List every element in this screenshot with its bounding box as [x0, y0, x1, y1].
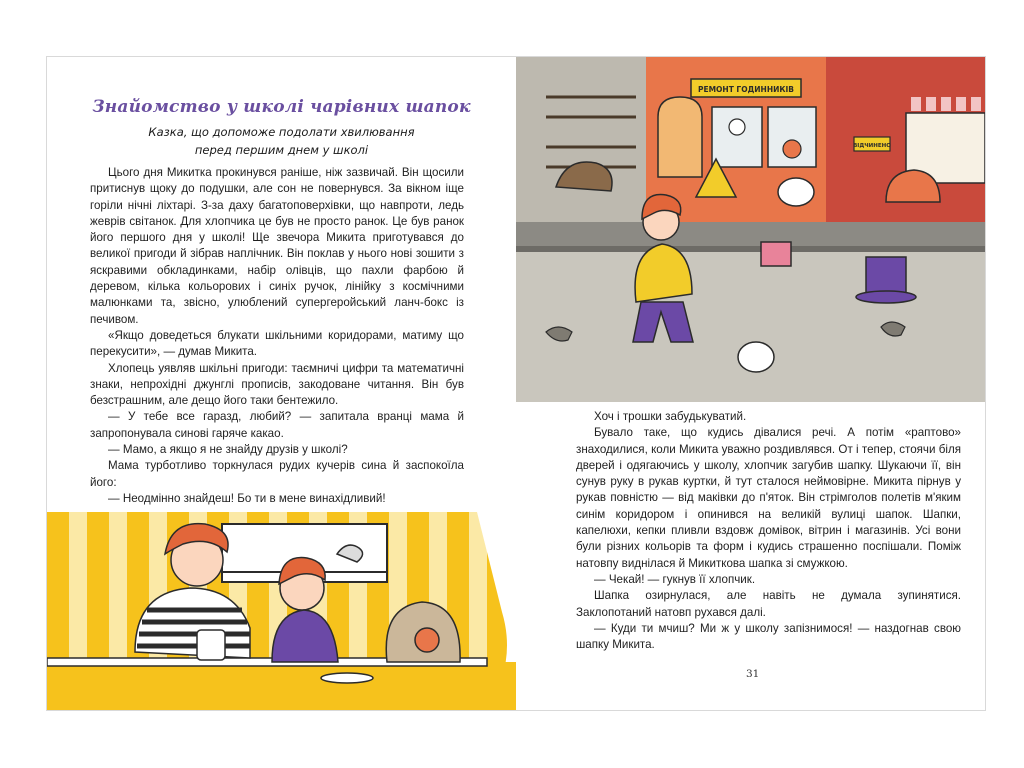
paragraph: Бувало таке, що кудись дівалися речі. А потім «раптово» знаходилися, коли Микита уважно роздивлявся. От і тепер, стоячи біля дверей і одягаючись у школу, хлопчик загубив шапку. Шукаючи її, він сунув руку в рукав куртки, й тут сталося неймовірне. Микита пірнув у рукав повністю — від маківки до п'яток. Він стрімголов полетів м'яким синім коридором і опинився на великій вулиці шапок. Шапки, капелюхи, кепки пливли вздовж домівок, вітрин і магазинів. Усі вони були різних кольорів та форм і кудись страшенно поспішали. Поміж натовпу виднілася й Микиткова шапка зі смужкою.: [576, 426, 961, 570]
right-page: [516, 57, 985, 710]
paragraph: — Мамо, а якщо я не знайду друзів у школі?: [108, 443, 348, 457]
page-number: 31: [746, 668, 760, 680]
story-title: Знайомство у школі чарівних шапок: [92, 97, 471, 117]
paragraph: — Неодмінно знайдеш! Бо ти в мене винахідливий!: [108, 491, 386, 505]
left-page-text: [90, 165, 464, 507]
paragraph: «Якщо доведеться блукати шкільними коридорами, матиму що перекусити», — думав Микита.: [90, 328, 464, 359]
subtitle-line-2: перед першим днем у школі: [194, 143, 369, 157]
paragraph: Шапка озирнулася, але навіть не думала зупинятися. Заклопотаний натовп рухався далі.: [576, 589, 961, 619]
right-page-text: [576, 409, 961, 653]
paragraph: Хоч і трошки забудькуватий.: [594, 410, 747, 423]
subtitle-line-1: Казка, що допоможе подолати хвилювання: [148, 125, 415, 139]
shop-sign-text: РЕМОНТ ГОДИННИКІВ: [697, 85, 795, 94]
paragraph: — Чекай! — гукнув її хлопчик.: [594, 572, 756, 586]
paragraph: — Куди ти мчиш? Ми ж у школу запізнимося! — наздогнав свою шапку Микита.: [576, 621, 961, 652]
paragraph: Мама турботливо торкнулася рудих кучерів сина й заспокоїла його:: [90, 459, 464, 489]
street-of-hats-illustration: [516, 57, 985, 402]
paragraph: — У тебе все гаразд, любий? — запитала вранці мама й запропонувала синові гаряче какао.: [90, 410, 464, 440]
door-sign-text: ВІДЧИНЕНО: [853, 143, 891, 149]
left-page: [47, 57, 516, 710]
paragraph: Цього дня Микитка прокинувся раніше, ніж зазвичай. Він щосили притиснув щоку до подушки, але сон не повернувся. За вікном іще горіли нічні ліхтарі. З-за даху багатоповерхівки, що навпроти, ледь жеврів світанок. Для хлопчика це був не просто ранок. Це був ранок його першого дня у школі! Ще звечора Микита приготувався до великої пригоди й зібрав наплічник. Він поклав у нього нові зошити з яскравими обкладинками, набір олівців, що пахли фарбою й деревом, кілька кольорових і синіх ручок, лінійку з космічними малюнками та, звісно, улюблений супергеройський ланч-бокс із печивом.: [90, 166, 464, 326]
kitchen-illustration: [47, 512, 516, 710]
paragraph: Хлопець уявляв шкільні пригоди: таємничі цифри та математичні знаки, непрохідні джунглі прописів, закодоване читання. Він був безстрашним, але дещо його таки бентежило.: [90, 361, 464, 408]
book-spread: [47, 57, 985, 710]
